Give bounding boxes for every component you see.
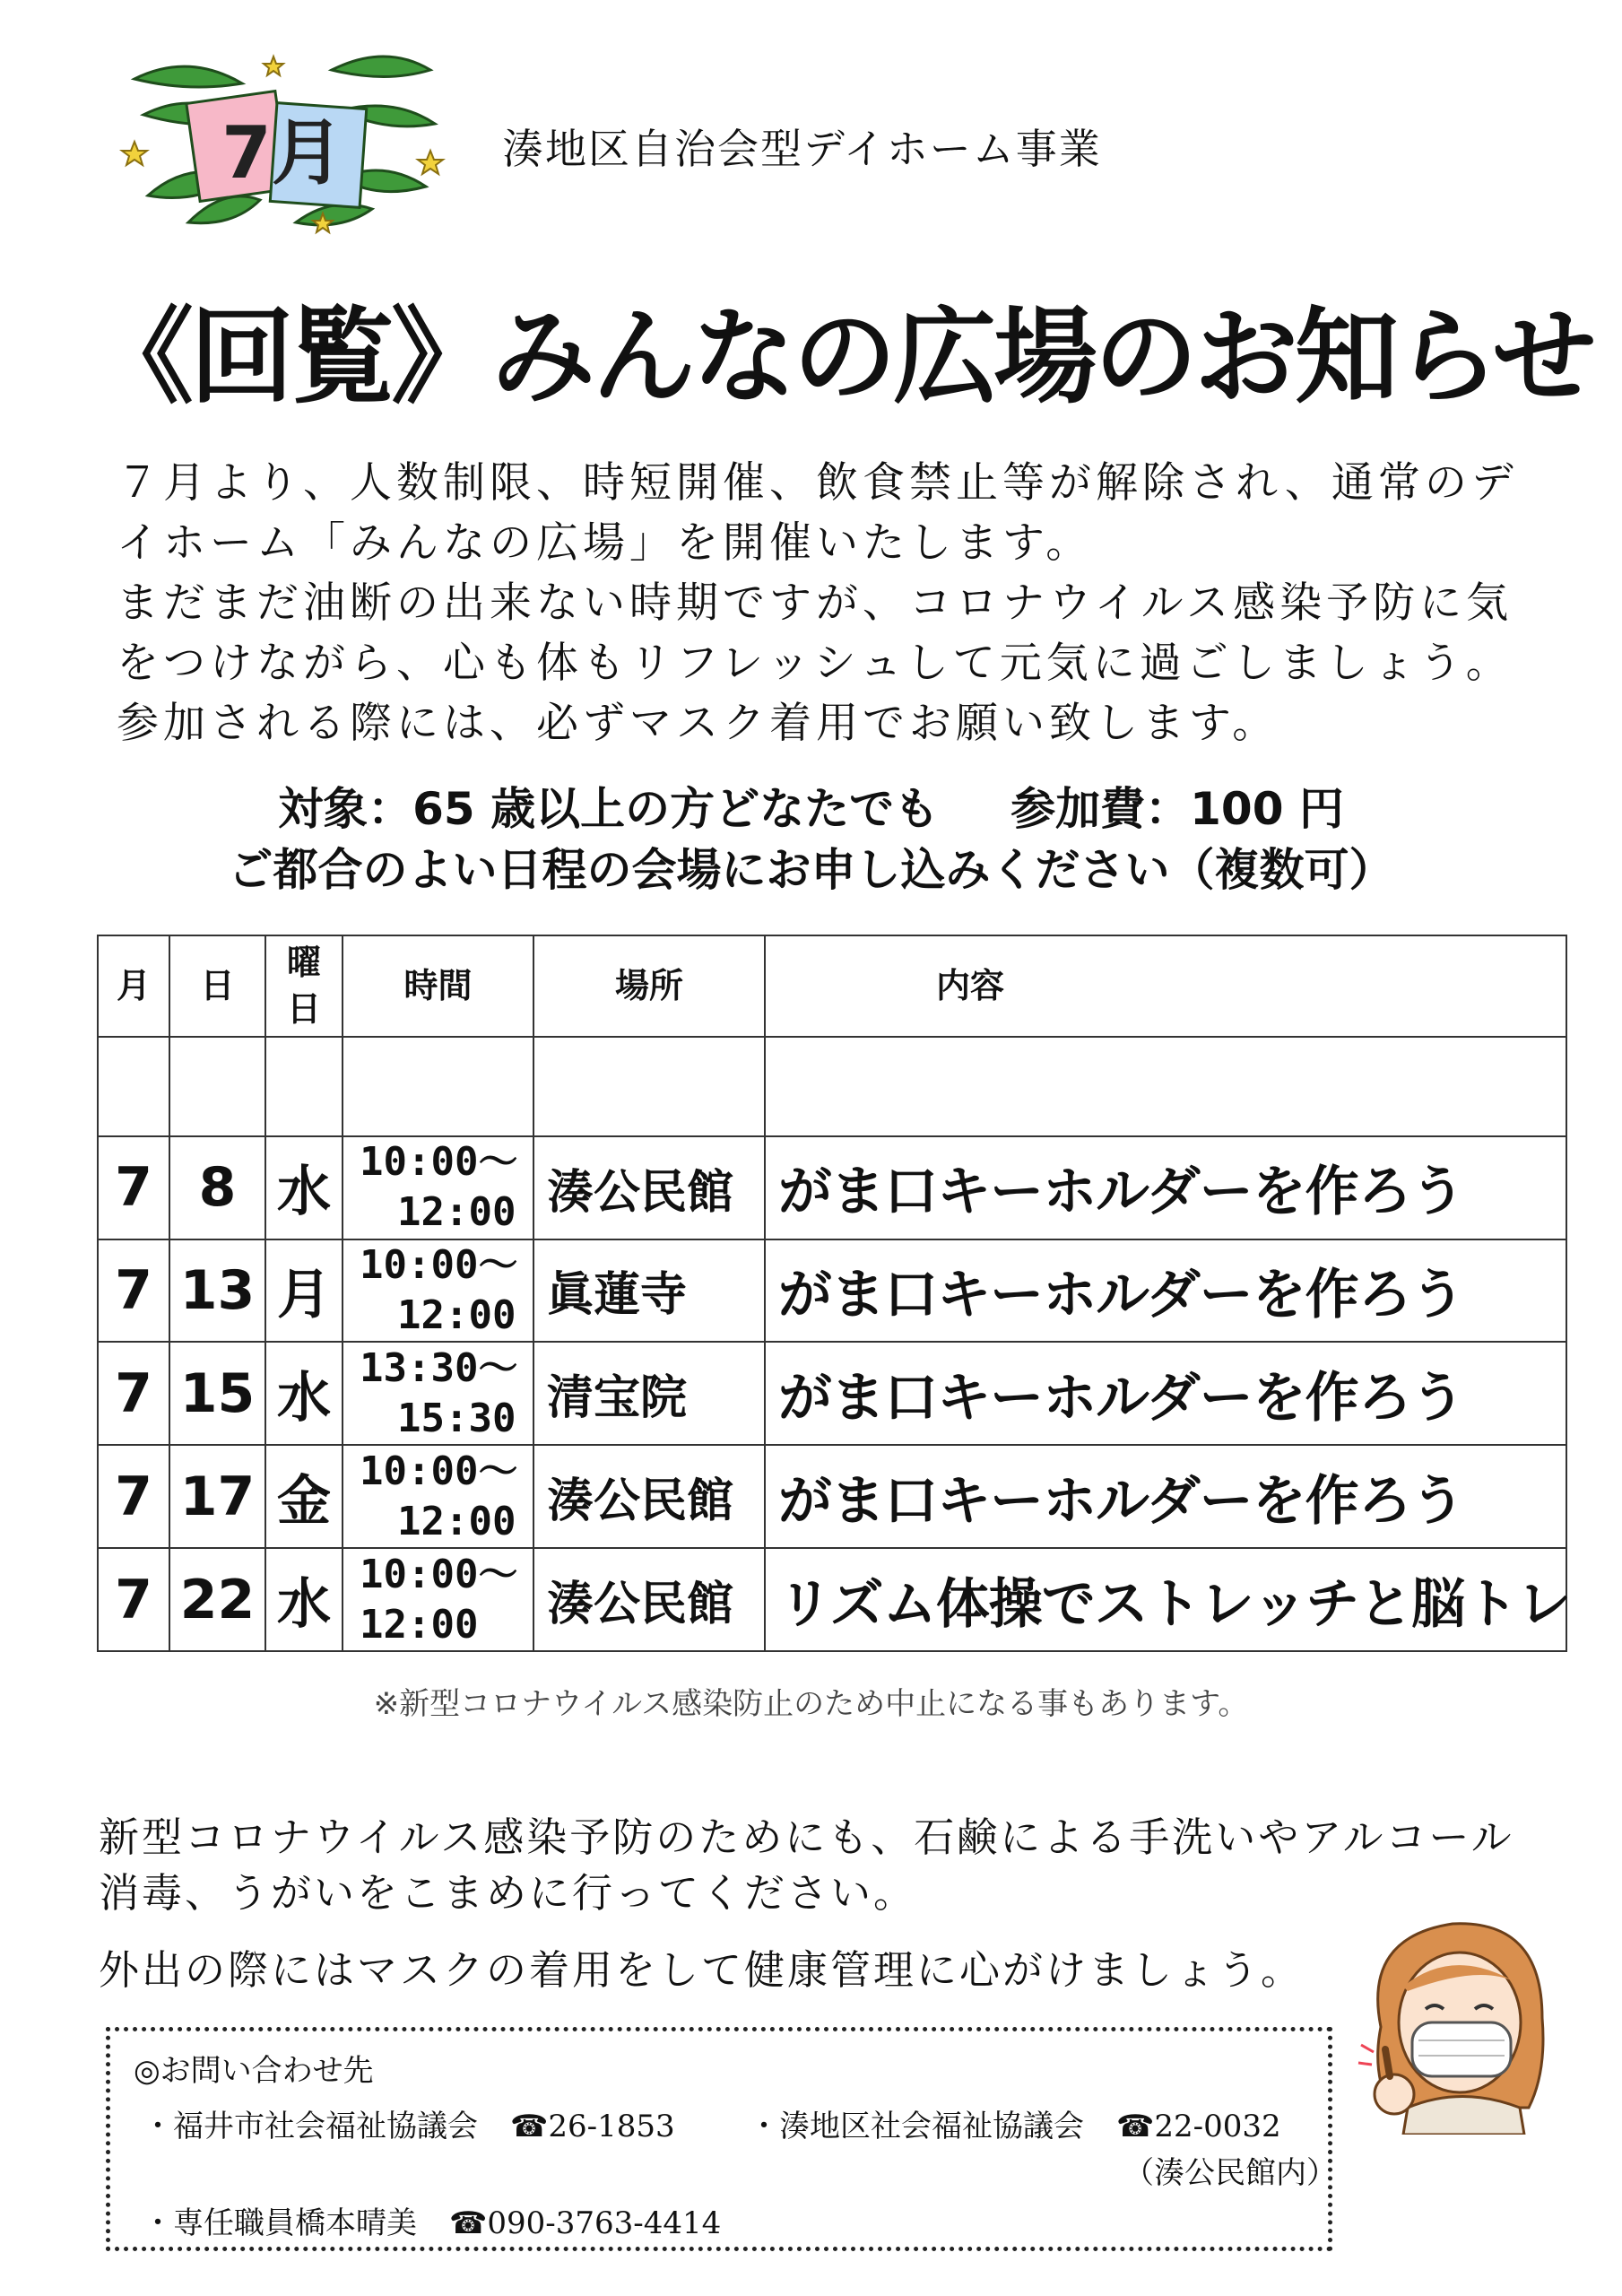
month-badge-text: 7月 [221,111,343,195]
header-weekday: 曜 日 [265,935,343,1037]
intro-text [117,453,1533,753]
contact-phone: ☎26-1853 [510,2109,675,2144]
contact-entry [143,2198,721,2242]
hygiene-paragraph: 新型コロナウイルス感染予防のためにも、石鹸による手洗いやアルコール消毒、うがいをこまめに行ってください。 [99,1813,1514,1917]
table-note: ※新型コロナウイルス感染防止のため中止になる事もあります。 [373,1686,1249,1722]
header-day: 日 [169,935,265,1037]
contact-note: （湊公民館内） [1123,2155,1337,2191]
header-month: 月 [98,935,169,1037]
contact-name: ・福井市社会福祉協議会 [143,2109,478,2144]
table-row: 7 8 水 10:00～ 12:00 湊公民館 がま口キーホルダーを作ろう [98,1136,1566,1239]
organization-name: 湊地区自治会型デイホーム事業 [502,125,1102,173]
tanabata-month-illustration [117,43,448,240]
table-row: 7 17 金 10:00～ 12:00 湊公民館 がま口キーホルダーを作ろう [98,1445,1566,1548]
intro-paragraph: まだまだ油断の出来ない時期ですが、コロナウイルス感染予防に気をつけながら、心も体もリフレッシュして元気に過ごしましょう。 [117,578,1514,688]
table-empty-row [98,1037,1566,1136]
table-row: 7 13 月 10:00～ 12:00 眞蓮寺 がま口キーホルダーを作ろう [98,1239,1566,1343]
header-content: 内容 [765,935,1566,1037]
masked-woman-illustration [1354,1901,1560,2135]
table-row: 7 15 水 13:30～ 15:30 清宝院 がま口キーホルダーを作ろう [98,1342,1566,1445]
eligibility-text: 対象：65 歳以上の方どなたでも [278,783,940,835]
intro-paragraph: 参加される際には、必ずマスク着用でお願い致します。 [117,699,1279,748]
hygiene-paragraph: 外出の際にはマスクの着用をして健康管理に心がけましょう。 [99,1946,1305,1994]
fee-text: 参加費：100 円 [1010,783,1344,835]
apply-text: ご都合のよい日程の会場にお申し込みください（複数可） [228,844,1394,896]
page-title: 《回覧》みんなの広場のお知らせ [90,297,1593,418]
contact-name: ・専任職員橋本晴美 [143,2205,417,2241]
hygiene-text [99,1810,1533,1998]
schedule-table [97,935,1571,1652]
table-header-row [98,935,1566,1037]
contact-phone: ☎22-0032 [1116,2109,1281,2144]
contact-title: ◎お問い合わせ先 [134,2053,374,2089]
header-place: 場所 [533,935,765,1037]
contact-entry [143,2101,675,2145]
header-time: 時間 [343,935,533,1037]
target-line [0,773,1622,838]
table-row: 7 22 水 10:00～ 12:00 湊公民館 リズム体操でストレッチと脳トレ [98,1548,1566,1651]
contact-name: ・湊地区社会福祉協議会 [749,2109,1084,2144]
contact-entry [749,2101,1281,2145]
contact-phone: ☎090-3763-4414 [449,2205,722,2241]
contact-box [106,2027,1337,2251]
intro-paragraph: ７月より、人数制限、時短開催、飲食禁止等が解除され、通常のデイホーム「みんなの広場」を開催いたします。 [117,458,1518,568]
